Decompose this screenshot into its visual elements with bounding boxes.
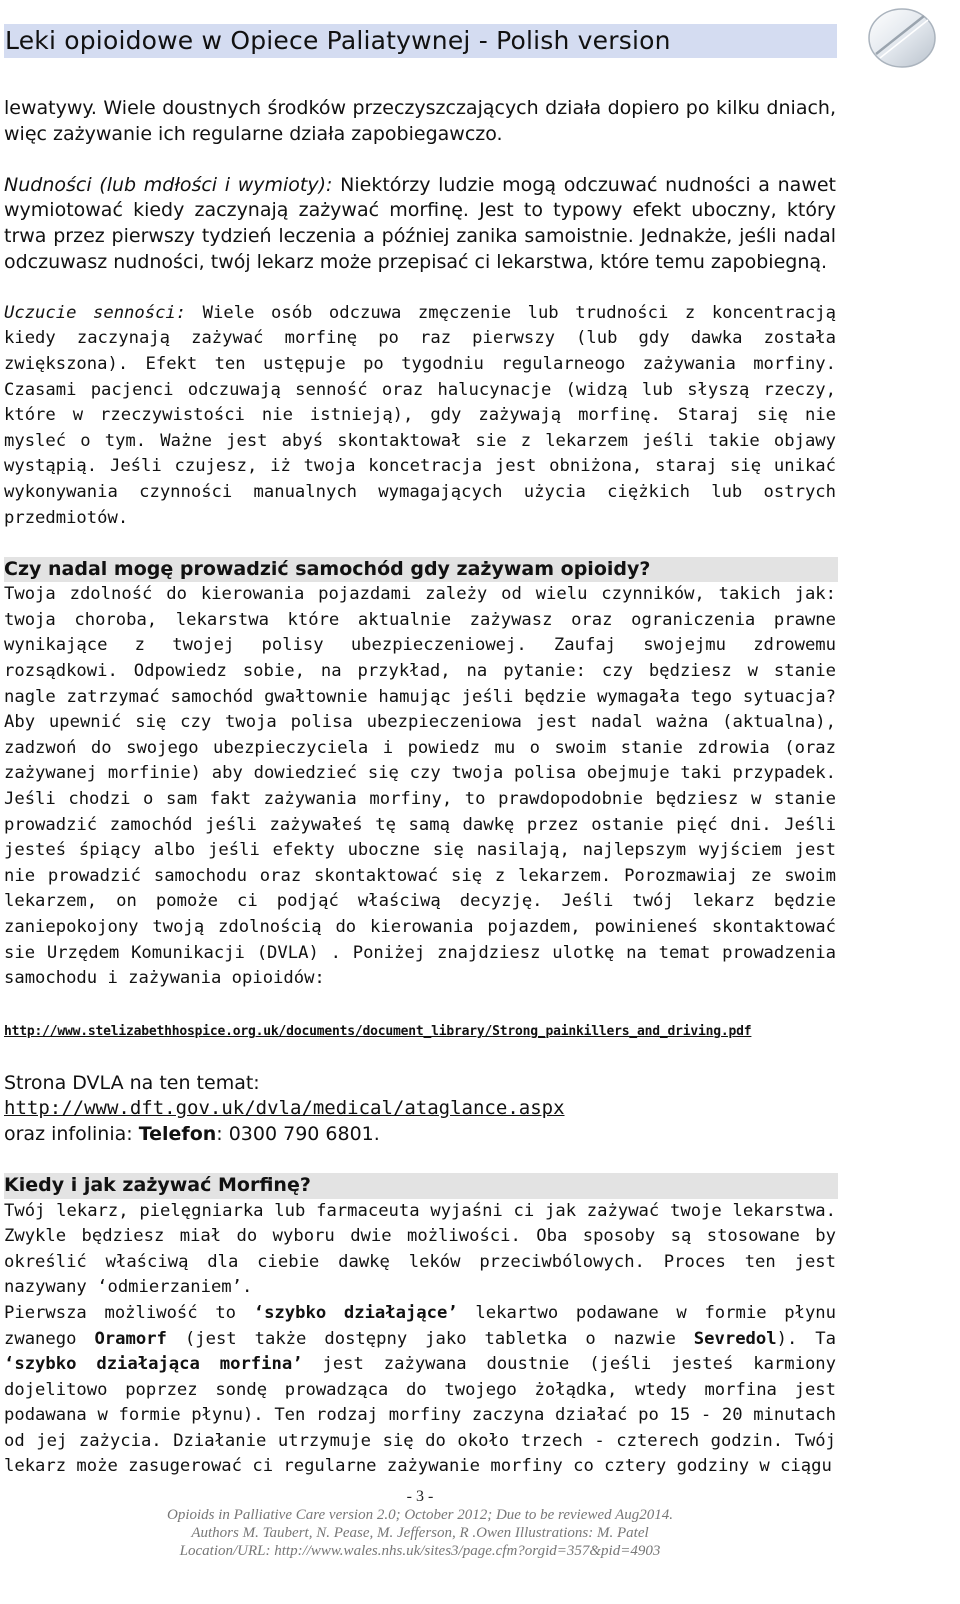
infoline-label: Telefon bbox=[138, 1122, 217, 1145]
paragraph-nausea bbox=[4, 173, 836, 275]
fast-acting-text-g: ). Ta bbox=[776, 1328, 836, 1349]
document-title: Leki opioidowe w Opiece Paliatywnej - Polish version bbox=[5, 26, 671, 55]
footer-version: Opioids in Palliative Care version 2.0; October 2012; Due to be reviewed Aug2014. bbox=[166, 1507, 674, 1523]
driving-leaflet-link-line bbox=[4, 1017, 836, 1045]
footer-authors: Authors M. Taubert, N. Pease, M. Jefferson, R .Owen Illustrations: M. Patel bbox=[191, 1525, 649, 1541]
nausea-label: Nudności (lub mdłości i wymioty): bbox=[4, 173, 333, 196]
drowsiness-text: Wiele osób odczuwa zmęczenie lub trudności z koncentracją kiedy zaczynają zażywać morfinę po raz pierwszy (lub gdy dawka została zwiększona). Efekt ten ustępuje po tygodniu regularneogo zażywania morfiny. Czasami pacjenci odczuwają senność oraz halucynacje (widzą lub słyszą rzeczy, które w rzeczywistości nie istnieją), gdy zażywają morfinę. Staraj się nie mysleć o tym. Ważne jest abyś skontaktował sie z lekarzem jeśli takie objawy wystąpią. Jeśli czujesz, iż twoja koncetracja jest obniżona, staraj się unikać wykonywania czynności manualnych wymagających użycia ciężkich lub ostrych przedmiotów. bbox=[4, 302, 836, 528]
fast-acting-text-e: (jest także dostępny jako tabletka o nazwie bbox=[166, 1328, 694, 1349]
fast-acting-text-a: Pierwsza możliwość to bbox=[4, 1302, 254, 1323]
fast-acting-term: ‘szybko działające’ bbox=[253, 1302, 458, 1323]
sevredol-term: Sevredol bbox=[693, 1328, 777, 1349]
paragraph-titration: Twój lekarz, pielęgniarka lub farmaceuta wyjaśni ci jak zażywać twoje lekarstwa. Zwykle będziesz miał do wyboru dwie możliwości. Oba sposoby są stosowane by określić właściwą dla ciebie dawkę leków przeciwbólowych. Proces ten jest nazywany ‘odmierzaniem’. bbox=[4, 1200, 836, 1298]
page-number: - 3 - bbox=[406, 1488, 434, 1505]
dvla-intro: Strona DVLA na ten temat: bbox=[4, 1071, 260, 1094]
document-body bbox=[4, 96, 836, 1480]
fast-acting-text-c: lekartwo podawane w formie płynu zwanego bbox=[4, 1302, 836, 1349]
infoline bbox=[4, 1122, 836, 1148]
paragraph-driving: Twoja zdolność do kierowania pojazdami zależy od wielu czynników, takich jak: twoja choroba, lekarstwa które aktualnie zażywasz oraz ograniczenia prawne wynikające z twojej polisy ubezpieczeniowej. Zaufaj swojejmu zdrowemu rozsądkowi. Odpowiedz sobie, na przykład, na pytanie: czy będziesz w stanie nagle zatrzymać samochód gwałtownie hamując jeśli będzie wymagała tego sytuacja? Aby upewnić się czy twoja polisa ubezpieczeniowa jest nadal ważna (aktualna), zadzwoń do swojego ubezpieczyciela i powiedz mu o swoim stanie zdrowia (oraz zażywanej morfinie) aby dowiedzieć się czy twoja polisa obejmuje taki przypadek. Jeśli chodzi o sam fakt zażywania morfiny, to prawdopodobnie będziesz w stanie prowadzić zamochód jeśli zażywałeś tę samą dawkę przez ostanie pięć dni. Jeśli jesteś śpiący albo jeśli efekty uboczne się nasilają, najlepszym wyjściem jest nie prowadzić samochodu oraz skontaktować się z lekarzem. Porozmawiaj ze swoim lekarzem, on pomoże ci podjąć właściwą decyzję. Jeśli twój lekarz będzie zaniepokojony twoją zdolnością do kierowania pojazdem, powinieneś skontaktować sie Urzędem Komunikacji (DVLA) . Poniżej znajdziesz ulotkę na temat prowadzenia samochodu i zażywania opioidów: bbox=[4, 584, 836, 989]
infoline-pre: oraz infolinia: bbox=[4, 1122, 139, 1145]
fast-acting-text-i: jest zażywana doustnie (jeśli jesteś karmiony dojelitowo poprzez sondę prowadząca do twojego żołądka, wtedy morfina jest podawana w formie płynu). Ten rodzaj morfiny zaczyna działać po 15 - 20 minutach od jej zażycia. Działanie utrzymuje się do około trzech - czterech godzin. Twój lekarz może zasugerować ci regularne zażywanie morfiny co cztery godziny w ciągu bbox=[4, 1354, 837, 1477]
section-heading-when-how: Kiedy i jak zażywać Morfinę? bbox=[4, 1173, 838, 1199]
oramorf-term: Oramorf bbox=[94, 1328, 167, 1349]
dvla-link[interactable]: http://www.dft.gov.uk/dvla/medical/ataglance.aspx bbox=[4, 1097, 565, 1120]
section-heading-driving: Czy nadal mogę prowadzić samochód gdy zażywam opioidy? bbox=[4, 557, 838, 583]
fast-acting-morphine-term: ‘szybko działająca morfina’ bbox=[4, 1354, 303, 1375]
paragraph-laxatives: lewatywy. Wiele doustnych środków przeczyszczających działa dopiero po kilku dniach, więc zażywanie ich regularne działa zapobiegawczo. bbox=[4, 97, 836, 145]
drowsiness-label: Uczucie senności: bbox=[4, 302, 187, 323]
driving-leaflet-link[interactable]: http://www.stelizabethhospice.org.uk/documents/document_library/Strong_painkillers_and_driving.pdf bbox=[4, 1024, 752, 1040]
nausea-text: Niektórzy ludzie mogą odczuwać nudności a nawet wymiotować kiedy zaczynają zażywać morfinę. Jest to typowy efekt uboczny, który trwa przez pierwszy tydzień leczenia a później zanika samoistnie. Jednakże, jeśli nadal odczuwasz nudności, twój lekarz może przepisać ci lekarstwa, które temu zapobiegną. bbox=[4, 173, 836, 273]
dvla-link-line bbox=[4, 1096, 836, 1122]
page-footer bbox=[0, 1488, 840, 1560]
paragraph-drowsiness bbox=[4, 301, 836, 531]
footer-location: Location/URL: http://www.wales.nhs.uk/sites3/page.cfm?orgid=357&pid=4903 bbox=[179, 1543, 661, 1559]
infoline-number: : 0300 790 6801. bbox=[216, 1122, 380, 1145]
logo-icon bbox=[862, 2, 942, 70]
paragraph-fast-acting bbox=[4, 1301, 836, 1480]
